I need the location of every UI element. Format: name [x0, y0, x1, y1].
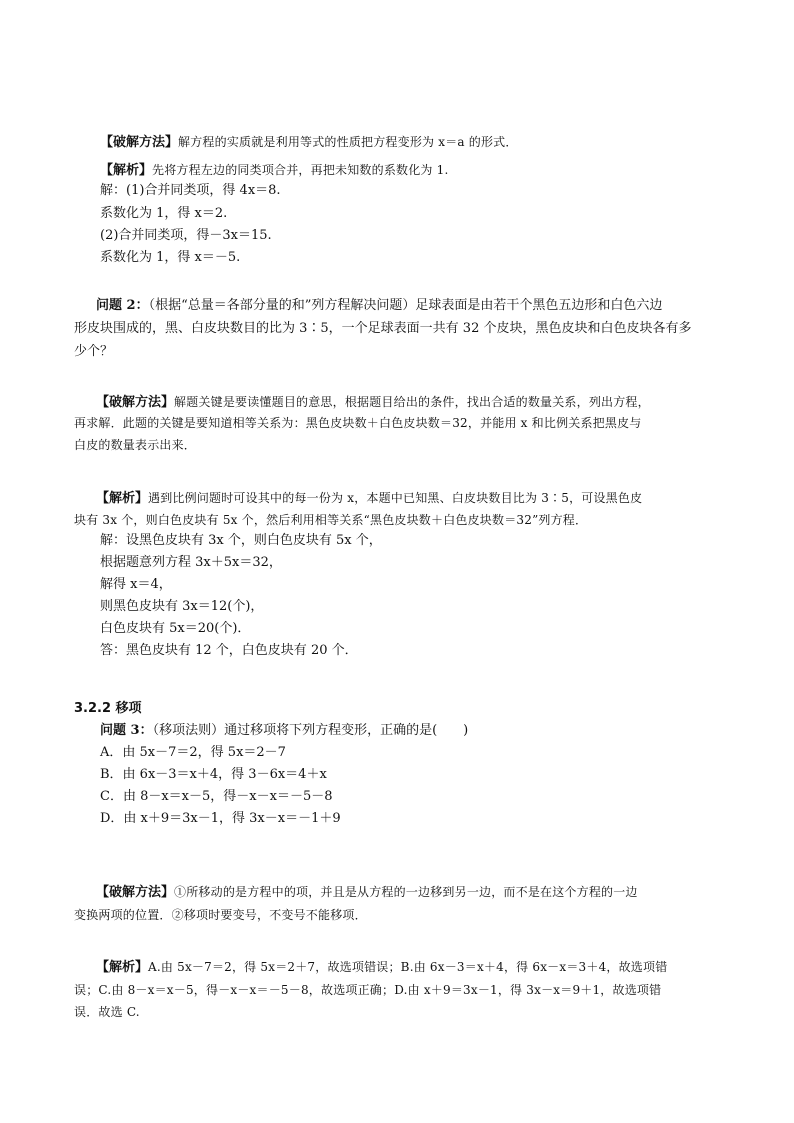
solution-line: 解得 x＝4，	[100, 577, 172, 592]
method-line: 再求解．此题的关键是要知道相等关系为：黑色皮块数＋白色皮块数＝32，并能用 x 和比例关系把黑皮与	[74, 416, 642, 430]
method-label: 【破解方法】	[96, 395, 175, 410]
method-label: 【破解方法】	[96, 885, 175, 900]
section-title: 3.2.2 移项	[74, 701, 142, 716]
analysis-line: 误．故选 C.	[74, 1005, 140, 1019]
option-b: B．由 6x－3＝x＋4，得 3－6x＝4＋x	[100, 767, 327, 782]
problem-2-line-3: 少个？	[74, 344, 114, 359]
solution-line: 解：(1)合并同类项，得 4x＝8.	[100, 183, 281, 198]
problem-2-line-2: 形皮块围成的，黑、白皮块数目的比为 3∶5，一个足球表面一共有 32 个皮块，黑色皮块和白色皮块各有多	[74, 321, 692, 336]
option-d: D．由 x＋9＝3x－1，得 3x－x＝－1＋9	[100, 811, 341, 826]
method-text: 解题关键是要读懂题目的意思，根据题目给出的条件，找出合适的数量关系，列出方程，	[174, 395, 650, 409]
method-line	[96, 883, 638, 902]
method-label: 【破解方法】	[100, 135, 179, 150]
analysis-text: A.由 5x－7＝2，得 5x＝2＋7，故选项错误；B.由 6x－3＝x＋4，得 6x－x＝3＋4，故选项错	[148, 960, 668, 974]
method-text: 解方程的实质就是利用等式的性质把方程变形为 x＝a 的形式．	[178, 135, 518, 149]
option-a: A．由 5x－7＝2，得 5x＝2－7	[100, 745, 286, 760]
analysis-line	[96, 489, 642, 508]
analysis-text: 先将方程左边的同类项合并，再把未知数的系数化为 1.	[152, 163, 449, 177]
solution-line: 系数化为 1，得 x＝2.	[100, 206, 228, 221]
method-line	[96, 393, 650, 412]
problem-3-label: 问题 3：	[100, 723, 153, 738]
problem-2-label: 问题 2：	[96, 298, 149, 313]
problem-2-line-1	[96, 297, 662, 315]
solution-line: 系数化为 1，得 x＝－5.	[100, 250, 241, 265]
analysis-line: 误；C.由 8－x＝x－5，得－x－x＝－5－8，故选项正确；D.由 x＋9＝3x－1，得 3x－x＝9＋1，故选项错	[74, 983, 662, 997]
solution-line: 则黑色皮块有 3x＝12(个)，	[100, 599, 264, 614]
analysis-text: 遇到比例问题时可设其中的每一份为 x，本题中已知黑、白皮块数目比为 3∶5，可设黑色皮	[148, 491, 643, 505]
problem-3-text: （移项法则）通过移项将下列方程变形，正确的是( )	[152, 723, 469, 738]
analysis-line	[100, 161, 448, 180]
problem-3-line	[100, 722, 468, 740]
option-c: C．由 8－x＝x－5，得－x－x＝－5－8	[100, 789, 333, 804]
method-line: 白皮的数量表示出来．	[74, 438, 197, 452]
solution-line: (2)合并同类项，得－3x＝15.	[100, 228, 272, 243]
method-line	[100, 133, 518, 152]
problem-2-text: （根据“总量＝各部分量的和”列方程解决问题）足球表面是由若干个黑色五边形和白色六边	[148, 298, 663, 313]
analysis-label: 【解析】	[100, 163, 153, 178]
analysis-label: 【解析】	[96, 491, 149, 506]
solution-line: 解：设黑色皮块有 3x 个，则白色皮块有 5x 个，	[100, 533, 382, 548]
method-text: ①所移动的是方程中的项，并且是从方程的一边移到另一边，而不是在这个方程的一边	[174, 885, 638, 899]
analysis-label: 【解析】	[96, 960, 149, 975]
solution-line: 答：黑色皮块有 12 个，白色皮块有 20 个．	[100, 643, 358, 658]
solution-line: 白色皮块有 5x＝20(个)．	[100, 621, 251, 636]
solution-line: 根据题意列方程 3x＋5x＝32，	[100, 555, 282, 570]
analysis-line	[96, 958, 667, 977]
analysis-line: 块有 3x 个，则白色皮块有 5x 个，然后利用相等关系“黑色皮块数＋白色皮块数＝32”列方程．	[74, 513, 588, 527]
method-line: 变换两项的位置．②移项时要变号，不变号不能移项．	[74, 908, 367, 922]
